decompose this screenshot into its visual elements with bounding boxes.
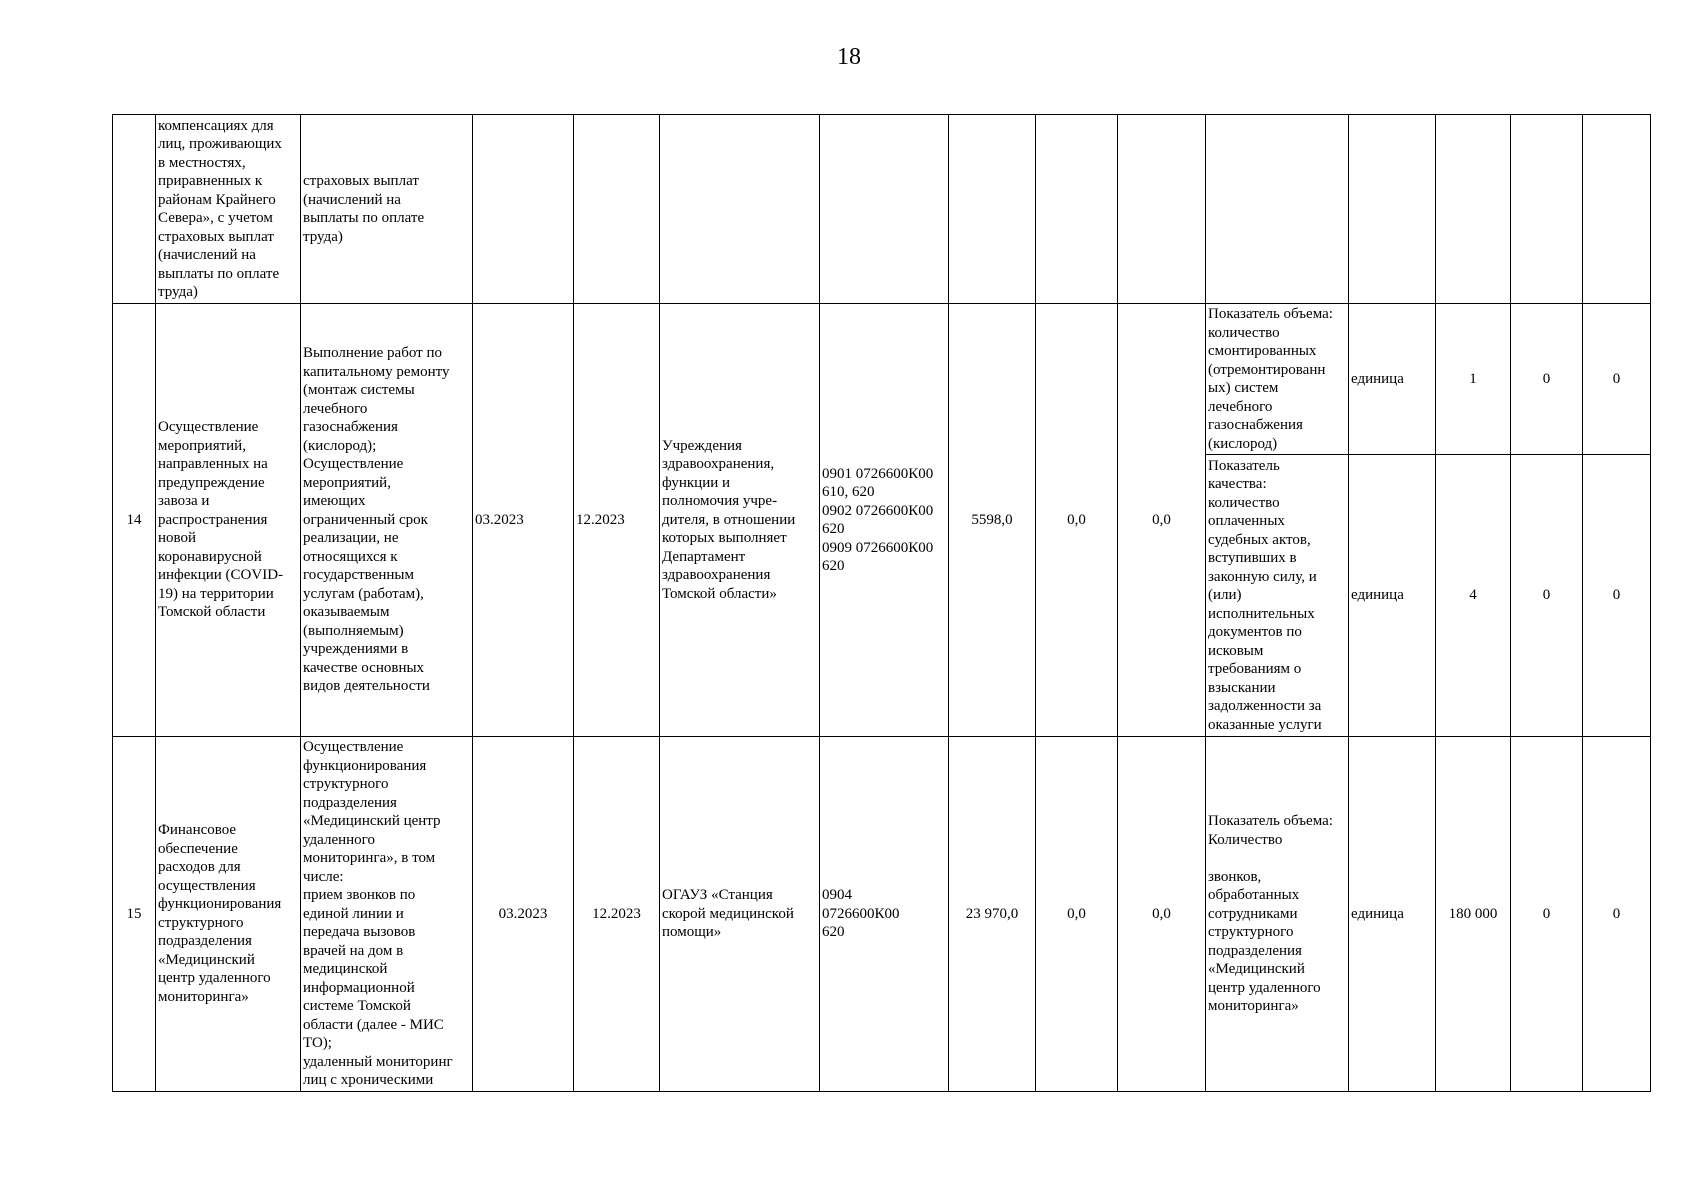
executor: ОГАУЗ «Станция скорой медицинской помощи» [660,737,820,1092]
end-date: 12.2023 [574,304,660,737]
activity-name: компенсациях для лиц, проживающих в местностях, приравненных к районам Крайнего Севера», с учетом страховых выплат (начислений на выплаты по оплате труда) [156,115,301,304]
end-date: 12.2023 [574,737,660,1092]
indicator-value-year-3: 0 [1583,737,1651,1092]
indicator-value-year-2: 0 [1511,455,1583,737]
indicator-value-year-2: 0 [1511,304,1583,455]
indicator-name: Показатель качества: количество оплаченных судебных актов, вступивших в законную силу, и (или) исполнительных документов по исковым требованиям о взыскании задолженности за оказанные услуги [1206,455,1349,737]
activity-description: Выполнение работ по капитальному ремонту (монтаж системы лечебного газоснабжения (кислород); Осуществление мероприятий, имеющих ограниченный срок реализации, не относящихся к государственным услугам (работам), оказываемым (выполняемым) учреждениями в качестве основных видов деятельности [301,304,473,737]
indicator-plan [1436,115,1511,304]
indicator-value-year-2 [1511,115,1583,304]
indicator-value-year-2: 0 [1511,737,1583,1092]
start-date: 03.2023 [473,304,574,737]
value-year-3: 0,0 [1118,304,1206,737]
table-row [113,737,1651,1092]
table-row [113,304,1651,455]
row-number [113,115,156,304]
value-year-2: 0,0 [1036,304,1118,737]
indicator-name: Показатель объема: Количество звонков, обработанных сотрудниками структурного подразделения «Медицинский центр удаленного мониторинга» [1206,737,1349,1092]
budget-code [820,115,949,304]
indicator-unit [1349,115,1436,304]
executor [660,115,820,304]
indicator-plan: 180 000 [1436,737,1511,1092]
start-date: 03.2023 [473,737,574,1092]
indicator-plan: 4 [1436,455,1511,737]
executor: Учреждения здравоохранения, функции и полномочия учре- дителя, в отношении которых выполняет Департамент здравоохранения Томской области» [660,304,820,737]
end-date [574,115,660,304]
indicator-value-year-3 [1583,115,1651,304]
row-number: 15 [113,737,156,1092]
budget-code: 0901 0726600К00 610, 620 0902 0726600К00 620 0909 0726600К00 620 [820,304,949,737]
program-activities-table [112,114,1651,1092]
amount: 5598,0 [949,304,1036,737]
value-year-2: 0,0 [1036,737,1118,1092]
amount [949,115,1036,304]
start-date [473,115,574,304]
indicator-unit: единица [1349,304,1436,455]
activity-name: Осуществление мероприятий, направленных на предупреждение завоза и распространения новой коронавирусной инфекции (COVID- 19) на территории Томской области [156,304,301,737]
indicator-plan: 1 [1436,304,1511,455]
indicator-unit: единица [1349,455,1436,737]
value-year-3: 0,0 [1118,737,1206,1092]
indicator-value-year-3: 0 [1583,304,1651,455]
amount: 23 970,0 [949,737,1036,1092]
value-year-3 [1118,115,1206,304]
activity-description: страховых выплат (начислений на выплаты по оплате труда) [301,115,473,304]
row-number: 14 [113,304,156,737]
indicator-name: Показатель объема: количество смонтированных (отремонтированн ых) систем лечебного газоснабжения (кислород) [1206,304,1349,455]
indicator-value-year-3: 0 [1583,455,1651,737]
page-number: 18 [837,44,861,70]
value-year-2 [1036,115,1118,304]
activity-name: Финансовое обеспечение расходов для осуществления функционирования структурного подразделения «Медицинский центр удаленного мониторинга» [156,737,301,1092]
indicator-name [1206,115,1349,304]
budget-code: 0904 0726600К00 620 [820,737,949,1092]
indicator-unit: единица [1349,737,1436,1092]
table-row [113,115,1651,304]
activity-description: Осуществление функционирования структурного подразделения «Медицинский центр удаленного мониторинга», в том числе: прием звонков по единой линии и передача вызовов врачей на дом в медицинской информационной системе Томской области (далее - МИС ТО); удаленный мониторинг лиц с хроническими [301,737,473,1092]
